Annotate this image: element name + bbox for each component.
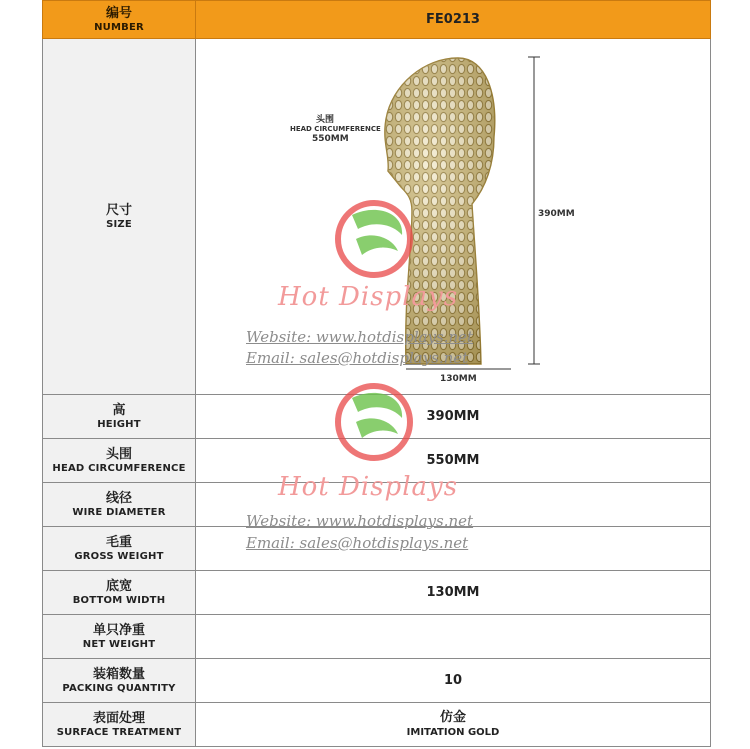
height-value-cell <box>196 395 711 439</box>
circumference-row-en: HEAD CIRCUMFERENCE <box>52 462 186 474</box>
gross-weight-value-cell <box>196 527 711 571</box>
bottom-width-value-cell <box>196 571 711 615</box>
height-dimension: 390MM <box>538 209 575 219</box>
bottom-width-label-cell <box>43 571 196 615</box>
size-label-zh: 尺寸 <box>105 202 132 218</box>
gross-weight-label-cell <box>43 527 196 571</box>
gross-weight-en: GROSS WEIGHT <box>74 550 164 562</box>
packing-quantity-en: PACKING QUANTITY <box>62 682 176 694</box>
number-value-cell <box>196 1 711 39</box>
spec-row-packing-quantity <box>43 659 711 703</box>
size-figure-cell <box>196 39 711 395</box>
bottom-width-en: BOTTOM WIDTH <box>72 594 166 606</box>
circumference-value-cell <box>196 439 711 483</box>
size-label-en: SIZE <box>106 218 132 230</box>
net-weight-en: NET WEIGHT <box>82 638 156 650</box>
height-label-cell <box>43 395 196 439</box>
watermark-email: Email: sales@hotdisplays.net <box>246 349 469 367</box>
packing-quantity-label-cell <box>43 659 196 703</box>
product-number: FE0213 <box>426 12 480 27</box>
number-label-cell <box>43 1 196 39</box>
bottom-width-zh: 底宽 <box>105 578 132 594</box>
watermark-brand: Hot Displays <box>278 282 459 312</box>
surface-treatment-label-cell <box>43 703 196 747</box>
watermark-website: Website: www.hotdisplays.net <box>246 512 474 530</box>
spec-row-wire-diameter <box>43 483 711 527</box>
spec-sheet <box>42 0 708 749</box>
surface-treatment-en: SURFACE TREATMENT <box>56 726 182 738</box>
net-weight-zh: 单只净重 <box>92 622 145 638</box>
wire-diameter-label-cell <box>43 483 196 527</box>
height-value: 390MM <box>426 409 480 424</box>
circumference-label-zh: 头围 <box>316 115 335 125</box>
watermark-brand: Hot Displays <box>278 472 459 502</box>
surface-treatment-value-zh: 仿金 <box>439 710 466 725</box>
number-label-zh: 编号 <box>105 5 132 21</box>
circumference-label-cell <box>43 439 196 483</box>
packing-quantity-zh: 装箱数量 <box>92 666 145 682</box>
circumference-row-zh: 头围 <box>105 446 132 462</box>
size-row <box>43 39 711 395</box>
circumference-label-en: HEAD CIRCUMFERENCE <box>290 125 381 133</box>
size-figure <box>196 39 710 394</box>
height-label-zh: 高 <box>112 402 126 418</box>
wire-diameter-value-cell <box>196 483 711 527</box>
height-label-en: HEIGHT <box>97 418 141 430</box>
net-weight-value-cell <box>196 615 711 659</box>
wire-diameter-en: WIRE DIAMETER <box>72 506 166 518</box>
net-weight-label-cell <box>43 615 196 659</box>
spec-row-height <box>43 395 711 439</box>
surface-treatment-value-en: IMITATION GOLD <box>406 727 500 738</box>
spec-row-bottom-width <box>43 571 711 615</box>
spec-row-circumference <box>43 439 711 483</box>
size-label-cell <box>43 39 196 395</box>
surface-treatment-zh: 表面处理 <box>92 710 145 726</box>
spec-row-gross-weight <box>43 527 711 571</box>
watermark-website: Website: www.hotdisplays.net <box>246 328 474 346</box>
header-row <box>43 1 711 39</box>
packing-quantity-value: 10 <box>443 673 463 688</box>
gross-weight-zh: 毛重 <box>105 534 132 550</box>
circumference-value: 550MM <box>312 134 349 144</box>
spec-row-net-weight <box>43 615 711 659</box>
packing-quantity-value-cell <box>196 659 711 703</box>
spec-table <box>42 0 711 747</box>
circumference-row-value: 550MM <box>426 453 480 468</box>
bottom-width-dimension: 130MM <box>440 374 477 384</box>
number-label-en: NUMBER <box>94 21 144 33</box>
surface-treatment-value-cell <box>196 703 711 747</box>
wire-diameter-zh: 线径 <box>105 490 132 506</box>
bottom-width-value: 130MM <box>426 585 480 600</box>
spec-row-surface-treatment <box>43 703 711 747</box>
watermark-email: Email: sales@hotdisplays.net <box>246 534 469 552</box>
wire-head-mannequin-image <box>196 39 710 394</box>
